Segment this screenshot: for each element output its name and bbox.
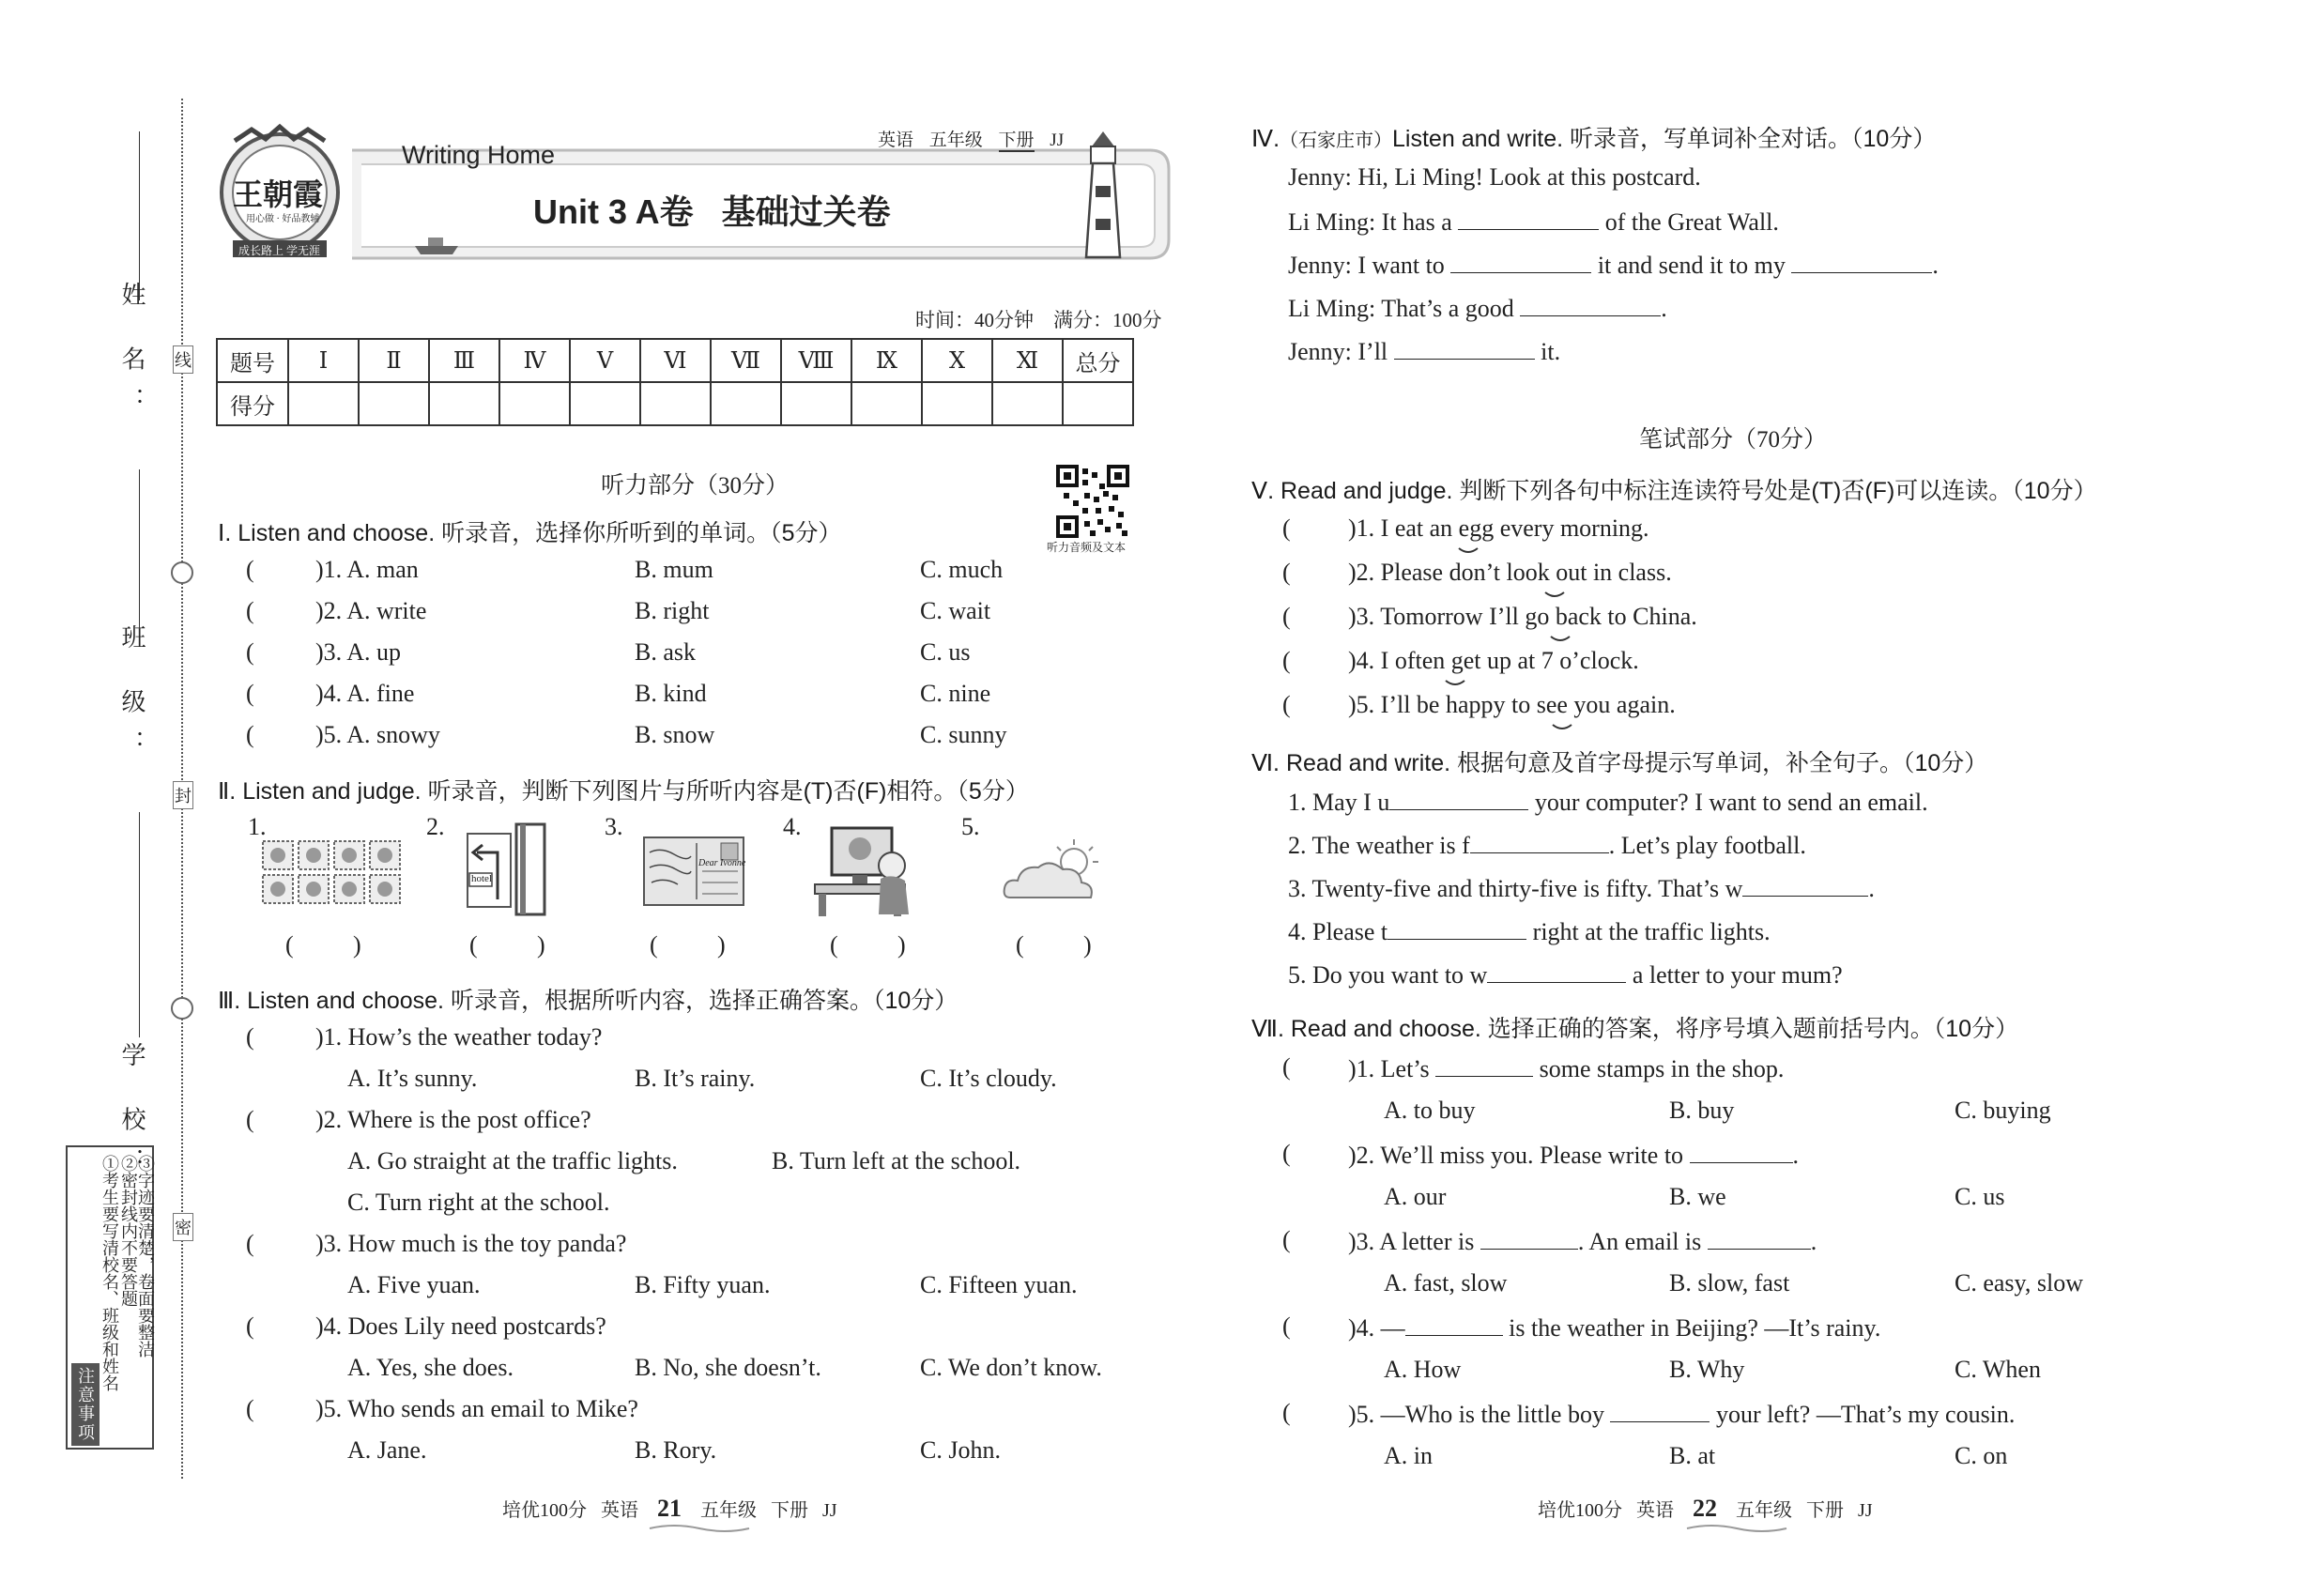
stamps-picture xyxy=(261,837,402,908)
score-cell[interactable] xyxy=(711,382,781,425)
question: )1. How’s the weather today? xyxy=(315,1023,603,1051)
score-row-label: 得分 xyxy=(217,382,288,425)
page-title: Unit 3 A卷 基础过关卷 xyxy=(533,192,891,231)
dialogue-text: Li Ming: It has a xyxy=(1288,208,1452,236)
answer-blank[interactable] xyxy=(1458,207,1599,230)
fill-line-1 xyxy=(1288,787,1928,817)
dialogue-line-1: Jenny: Hi, Li Ming! Look at this postcard. xyxy=(1288,163,1701,191)
hotel-sign: hotel xyxy=(471,873,492,884)
footer-left xyxy=(502,1495,837,1523)
score-cell-header: Ⅺ xyxy=(992,339,1063,382)
brand-sub: 用心做 · 好品教辅 xyxy=(246,214,320,224)
answer-paren[interactable]: ( xyxy=(246,1023,254,1051)
computer-boy-picture xyxy=(811,824,924,918)
question-text: your left? —That’s my cousin. xyxy=(1715,1401,2016,1428)
score-cell[interactable] xyxy=(1063,382,1133,425)
option-b: B. ask xyxy=(635,638,696,666)
fill-line-2 xyxy=(1288,830,1806,860)
answer-paren[interactable]: ( xyxy=(246,1312,254,1340)
fill-text: right at the traffic lights. xyxy=(1532,918,1771,945)
option-a: A. fast, slow xyxy=(1384,1269,1508,1297)
option-c: C. easy, slow xyxy=(1955,1269,2083,1297)
option-a: A. Yes, she does. xyxy=(347,1354,514,1381)
picture-answer-paren[interactable]: ( xyxy=(285,931,294,959)
answer-blank[interactable] xyxy=(1405,1312,1503,1336)
option-b: B. Fifty yuan. xyxy=(635,1271,771,1298)
score-cell-header: Ⅵ xyxy=(640,339,711,382)
question: )4. Does Lily need postcards? xyxy=(315,1312,606,1340)
option-b: B. slow, fast xyxy=(1669,1269,1790,1297)
answer-blank[interactable] xyxy=(1708,1226,1811,1250)
option-b: B. Rory. xyxy=(635,1436,717,1464)
option-c: C. sunny xyxy=(920,721,1007,748)
section-6-title: Ⅵ. Read and write. 根据句意及首字母提示写单词，补全句子。（10分） xyxy=(1251,750,1988,776)
section-4-region-tag: （石家庄市） xyxy=(1280,130,1393,151)
option-c: C. buying xyxy=(1955,1097,2051,1124)
dialogue-text: . xyxy=(1661,295,1667,322)
qr-code[interactable] xyxy=(1056,465,1129,538)
picture-answer-paren[interactable]: ) xyxy=(717,931,726,959)
list-item: )1. I eat an egg every morning. xyxy=(1348,514,1649,542)
answer-blank[interactable] xyxy=(1450,250,1591,273)
answer-paren[interactable]: ( xyxy=(246,680,254,707)
answer-blank[interactable] xyxy=(1470,830,1609,853)
question-text: )3. A letter is xyxy=(1348,1228,1475,1255)
option-c: C. us xyxy=(920,638,971,666)
answer-blank[interactable] xyxy=(1480,1226,1578,1250)
dialogue-line-3 xyxy=(1288,250,1939,280)
dialogue-text: Jenny: I want to xyxy=(1288,252,1445,279)
linking-marks xyxy=(1348,516,1799,732)
section-7-title: Ⅶ. Read and choose. 选择正确的答案，将序号填入题前括号内。（10分） xyxy=(1251,1016,2019,1042)
option-c: C. Turn right at the school. xyxy=(347,1189,610,1216)
dialogue-line-4 xyxy=(1288,293,1667,323)
answer-blank[interactable] xyxy=(1487,959,1626,983)
option-c: C. on xyxy=(1955,1442,2008,1469)
picture-number: 4. xyxy=(783,813,802,840)
fill-text: a letter to your mum? xyxy=(1632,961,1843,989)
qr-code-icon xyxy=(1056,465,1129,538)
option-a: A. to buy xyxy=(1384,1097,1476,1124)
question-text: )2. We’ll miss you. Please write to xyxy=(1348,1142,1684,1169)
footer-grade: 五年级 xyxy=(700,1500,757,1521)
picture-number: 5. xyxy=(961,813,980,840)
score-cell-header: Ⅱ xyxy=(359,339,429,382)
option-b: B. No, she doesn’t. xyxy=(635,1354,821,1381)
class-label: 班 级： xyxy=(118,624,146,772)
cut-mark-2: 封 xyxy=(173,781,193,809)
question: )3. How much is the toy panda? xyxy=(315,1230,627,1257)
meta-term: 下册 xyxy=(998,130,1035,150)
option-a: A. It’s sunny. xyxy=(347,1065,478,1092)
option-a: A. Go straight at the traffic lights. xyxy=(347,1147,678,1174)
lighthouse-icon xyxy=(1075,130,1131,261)
dialogue-line-5 xyxy=(1288,336,1560,366)
picture-answer-paren[interactable]: ( xyxy=(650,931,658,959)
footer-term: 下册 xyxy=(771,1500,808,1521)
option-b: B. right xyxy=(635,597,710,624)
answer-paren[interactable]: ( xyxy=(1282,647,1291,674)
score-cell[interactable] xyxy=(640,382,711,425)
section-4-num: Ⅳ. xyxy=(1251,126,1280,152)
picture-answer-paren[interactable]: ( xyxy=(1016,931,1024,959)
score-cell[interactable] xyxy=(922,382,992,425)
answer-blank[interactable] xyxy=(1690,1140,1793,1163)
picture-answer-paren[interactable]: ) xyxy=(537,931,545,959)
answer-blank[interactable] xyxy=(1520,293,1661,316)
question xyxy=(1348,1399,2015,1429)
option-b: B. Why xyxy=(1669,1356,1745,1383)
postcard-picture xyxy=(642,834,745,909)
option-a: A. Jane. xyxy=(347,1436,427,1464)
answer-paren[interactable]: ( xyxy=(246,597,254,624)
picture-answer-paren[interactable]: ) xyxy=(897,931,906,959)
option-a: A. Five yuan. xyxy=(347,1271,481,1298)
fill-text: your computer? I want to send an email. xyxy=(1534,789,1928,816)
fill-text: 5. Do you want to w xyxy=(1288,961,1488,989)
name-label: 姓 名： xyxy=(118,282,146,429)
footer-edition: JJ xyxy=(822,1500,837,1521)
footer-term: 下册 xyxy=(1806,1500,1844,1521)
option-c: C. Fifteen yuan. xyxy=(920,1271,1078,1298)
section-4-title xyxy=(1251,120,1936,154)
qr-caption: 听力音频及文本 xyxy=(1047,541,1127,554)
score-cell[interactable] xyxy=(992,382,1063,425)
score-cell-header: Ⅳ xyxy=(499,339,570,382)
page-number: 22 xyxy=(1693,1495,1717,1522)
option-b: B. snow xyxy=(635,721,715,748)
dialogue-text: of the Great Wall. xyxy=(1604,208,1779,236)
list-item: )1. A. man xyxy=(315,556,419,583)
notice-box xyxy=(66,1145,154,1450)
question: )2. Where is the post office? xyxy=(315,1106,591,1133)
fill-line-4 xyxy=(1288,916,1771,946)
page-number: 21 xyxy=(657,1495,682,1522)
cut-mark-1: 线 xyxy=(173,345,193,374)
list-item: )2. A. write xyxy=(315,597,427,624)
class-line[interactable] xyxy=(139,469,140,629)
picture-answer-paren[interactable]: ( xyxy=(469,931,478,959)
option-a: A. in xyxy=(1384,1442,1433,1469)
answer-paren[interactable]: ( xyxy=(246,1230,254,1257)
dialogue-text: . xyxy=(1932,252,1939,279)
answer-paren[interactable]: ( xyxy=(1282,559,1291,586)
question-text: )5. —Who is the little boy xyxy=(1348,1401,1604,1428)
dialogue-text: Jenny: I’ll xyxy=(1288,338,1388,365)
score-table-score-row xyxy=(217,382,1133,425)
name-line[interactable] xyxy=(139,131,140,300)
question-text: )1. Let’s xyxy=(1348,1055,1430,1082)
fill-text: 1. May I u xyxy=(1288,789,1390,816)
notice-item-1: ①考生要写清校名、班级和姓名 xyxy=(100,1155,119,1391)
score-cell-header: Ⅴ xyxy=(570,339,640,382)
footer-right xyxy=(1538,1495,1873,1523)
dialogue-text: it. xyxy=(1541,338,1561,365)
footer-edition: JJ xyxy=(1858,1500,1873,1521)
answer-paren[interactable]: ( xyxy=(1282,1399,1291,1426)
score-cell-header: Ⅰ xyxy=(288,339,359,382)
brand-motto: 成长路上 学无涯 xyxy=(238,244,321,257)
question xyxy=(1348,1140,1799,1170)
section-2-title: Ⅱ. Listen and judge. 听录音，判断下列图片与所听内容是(T)否(F)相符。（5分） xyxy=(218,778,1029,805)
option-c: C. When xyxy=(1955,1356,2041,1383)
option-a: A. our xyxy=(1384,1183,1447,1210)
option-b: B. buy xyxy=(1669,1097,1735,1124)
score-cell[interactable] xyxy=(781,382,851,425)
answer-blank[interactable] xyxy=(1435,1053,1533,1077)
dialogue-line-2 xyxy=(1288,207,1779,237)
answer-paren[interactable]: ( xyxy=(1282,1053,1291,1081)
fill-text: 4. Please t xyxy=(1288,918,1388,945)
option-c: C. It’s cloudy. xyxy=(920,1065,1057,1092)
option-b: B. we xyxy=(1669,1183,1726,1210)
answer-blank[interactable] xyxy=(1791,250,1932,273)
picture-answer-paren[interactable]: ) xyxy=(1083,931,1092,959)
answer-blank[interactable] xyxy=(1388,916,1526,940)
score-cell[interactable] xyxy=(359,382,429,425)
footer-grade: 五年级 xyxy=(1736,1500,1792,1521)
question-text: some stamps in the shop. xyxy=(1539,1055,1785,1082)
fill-line-5 xyxy=(1288,959,1843,990)
ship-icon xyxy=(413,233,460,256)
footer-book: 培优100分 xyxy=(502,1500,587,1521)
school-line[interactable] xyxy=(139,812,140,1037)
cloudy-sun-picture xyxy=(1001,837,1104,903)
meta-edition: JJ xyxy=(1050,130,1065,150)
meta-grade: 五年级 xyxy=(928,130,983,150)
footer-left-wave xyxy=(648,1521,751,1534)
answer-paren[interactable]: ( xyxy=(1282,691,1291,718)
listening-title: 听力部分（30分） xyxy=(601,473,790,499)
score-cell-header: Ⅷ xyxy=(781,339,851,382)
footer-right-wave xyxy=(1685,1521,1788,1534)
notice-item-2: ②密封线内不要答题 xyxy=(119,1155,138,1307)
score-cell-header: Ⅲ xyxy=(429,339,499,382)
meta-subject: 英语 xyxy=(878,130,914,150)
footer-subject: 英语 xyxy=(1636,1500,1674,1521)
score-cell-header: 总分 xyxy=(1063,339,1133,382)
list-item: )4. I often get up at 7 o’clock. xyxy=(1348,647,1639,674)
answer-paren[interactable]: ( xyxy=(1282,1226,1291,1253)
answer-blank[interactable] xyxy=(1742,873,1868,897)
question xyxy=(1348,1226,1817,1256)
dialogue-text: Li Ming: That’s a good xyxy=(1288,295,1514,322)
option-c: C. nine xyxy=(920,680,991,707)
score-cell-header: Ⅶ xyxy=(711,339,781,382)
question xyxy=(1348,1312,1880,1343)
picture-answer-paren[interactable]: ( xyxy=(830,931,838,959)
picture-number: 3. xyxy=(605,813,623,840)
answer-paren[interactable]: ( xyxy=(1282,514,1291,542)
score-cell[interactable] xyxy=(288,382,359,425)
list-item: )5. I’ll be happy to see you again. xyxy=(1348,691,1676,718)
answer-paren[interactable]: ( xyxy=(246,638,254,666)
option-c: C. us xyxy=(1955,1183,2005,1210)
time-full-score: 时间：40分钟 满分：100分 xyxy=(915,309,1162,331)
binding-hole-2 xyxy=(171,997,193,1020)
picture-number: 2. xyxy=(426,813,445,840)
score-cell-header: Ⅸ xyxy=(851,339,922,382)
score-cell[interactable] xyxy=(570,382,640,425)
option-a: A. How xyxy=(1384,1356,1462,1383)
footer-subject: 英语 xyxy=(601,1500,638,1521)
option-b: B. It’s rainy. xyxy=(635,1065,756,1092)
list-item: )4. A. fine xyxy=(315,680,415,707)
cut-mark-3: 密 xyxy=(173,1213,193,1241)
list-item: )3. A. up xyxy=(315,638,401,666)
answer-blank[interactable] xyxy=(1610,1399,1710,1422)
writing-title: 笔试部分（70分） xyxy=(1639,427,1828,453)
score-cell[interactable] xyxy=(429,382,499,425)
section-3-title: Ⅲ. Listen and choose. 听录音，根据所听内容，选择正确答案。（10分） xyxy=(218,988,958,1014)
list-item: )5. A. snowy xyxy=(315,721,440,748)
fill-text: . Let’s play football. xyxy=(1608,832,1806,859)
score-cell[interactable] xyxy=(499,382,570,425)
section-1-title: Ⅰ. Listen and choose. 听录音，选择你所听到的单词。（5分） xyxy=(218,520,842,546)
header-meta xyxy=(878,126,1064,151)
dialogue-text: it and send it to my xyxy=(1597,252,1786,279)
score-cell-header: Ⅹ xyxy=(922,339,992,382)
school-label: 学 校： xyxy=(118,1042,146,1189)
postcard-text: Dear Ivonne xyxy=(698,858,746,868)
answer-paren[interactable]: ( xyxy=(1282,603,1291,630)
question-text: is the weather in Beijing? —It’s rainy. xyxy=(1509,1314,1881,1342)
option-c: C. wait xyxy=(920,597,991,624)
answer-paren[interactable]: ( xyxy=(1282,1140,1291,1167)
option-b: B. at xyxy=(1669,1442,1716,1469)
section-4-title-text: Listen and write. 听录音，写单词补全对话。（10分） xyxy=(1392,126,1937,152)
answer-paren[interactable]: ( xyxy=(246,556,254,583)
writing-home-label: Writing Home xyxy=(402,141,556,169)
fill-text: 2. The weather is f xyxy=(1288,832,1470,859)
question-text: . An email is xyxy=(1577,1228,1702,1255)
answer-blank[interactable] xyxy=(1389,787,1528,810)
option-c: C. John. xyxy=(920,1436,1001,1464)
hotel-direction-picture xyxy=(464,822,548,916)
score-cell[interactable] xyxy=(851,382,922,425)
score-table-header-row xyxy=(217,339,1133,382)
brand-name: 王朝霞 xyxy=(233,177,324,211)
footer-book: 培优100分 xyxy=(1538,1500,1622,1521)
option-c: C. We don’t know. xyxy=(920,1354,1102,1381)
option-b: B. mum xyxy=(635,556,713,583)
answer-paren[interactable]: ( xyxy=(246,721,254,748)
picture-number: 1. xyxy=(248,813,267,840)
answer-paren[interactable]: ( xyxy=(1282,1312,1291,1340)
list-item: )2. Please don’t look out in class. xyxy=(1348,559,1672,586)
fill-text: 3. Twenty-five and thirty-five is fifty. That’s w xyxy=(1288,875,1743,902)
question xyxy=(1348,1053,1784,1083)
score-table xyxy=(216,338,1134,426)
picture-answer-paren[interactable]: ) xyxy=(353,931,361,959)
notice-item-3: ③字迹要清楚，卷面要整洁 xyxy=(136,1155,155,1358)
notice-title: 注意事项 xyxy=(71,1363,100,1446)
question: )5. Who sends an email to Mike? xyxy=(315,1395,638,1422)
option-c: C. much xyxy=(920,556,1004,583)
fill-line-3 xyxy=(1288,873,1875,903)
question-text: . xyxy=(1792,1142,1800,1169)
answer-blank[interactable] xyxy=(1394,336,1535,360)
section-5-title: Ⅴ. Read and judge. 判断下列各句中标注连读符号处是(T)否(F)可以连读。（10分） xyxy=(1251,478,2097,504)
list-item: )3. Tomorrow I’ll go back to China. xyxy=(1348,603,1697,630)
question-text: )4. — xyxy=(1348,1314,1405,1342)
answer-paren[interactable]: ( xyxy=(246,1106,254,1133)
option-b: B. Turn left at the school. xyxy=(772,1147,1021,1174)
score-cell-header: 题号 xyxy=(217,339,288,382)
question-text: . xyxy=(1810,1228,1817,1255)
fill-text: . xyxy=(1868,875,1875,902)
binding-hole-1 xyxy=(171,561,193,584)
option-b: B. kind xyxy=(635,680,707,707)
answer-paren[interactable]: ( xyxy=(246,1395,254,1422)
